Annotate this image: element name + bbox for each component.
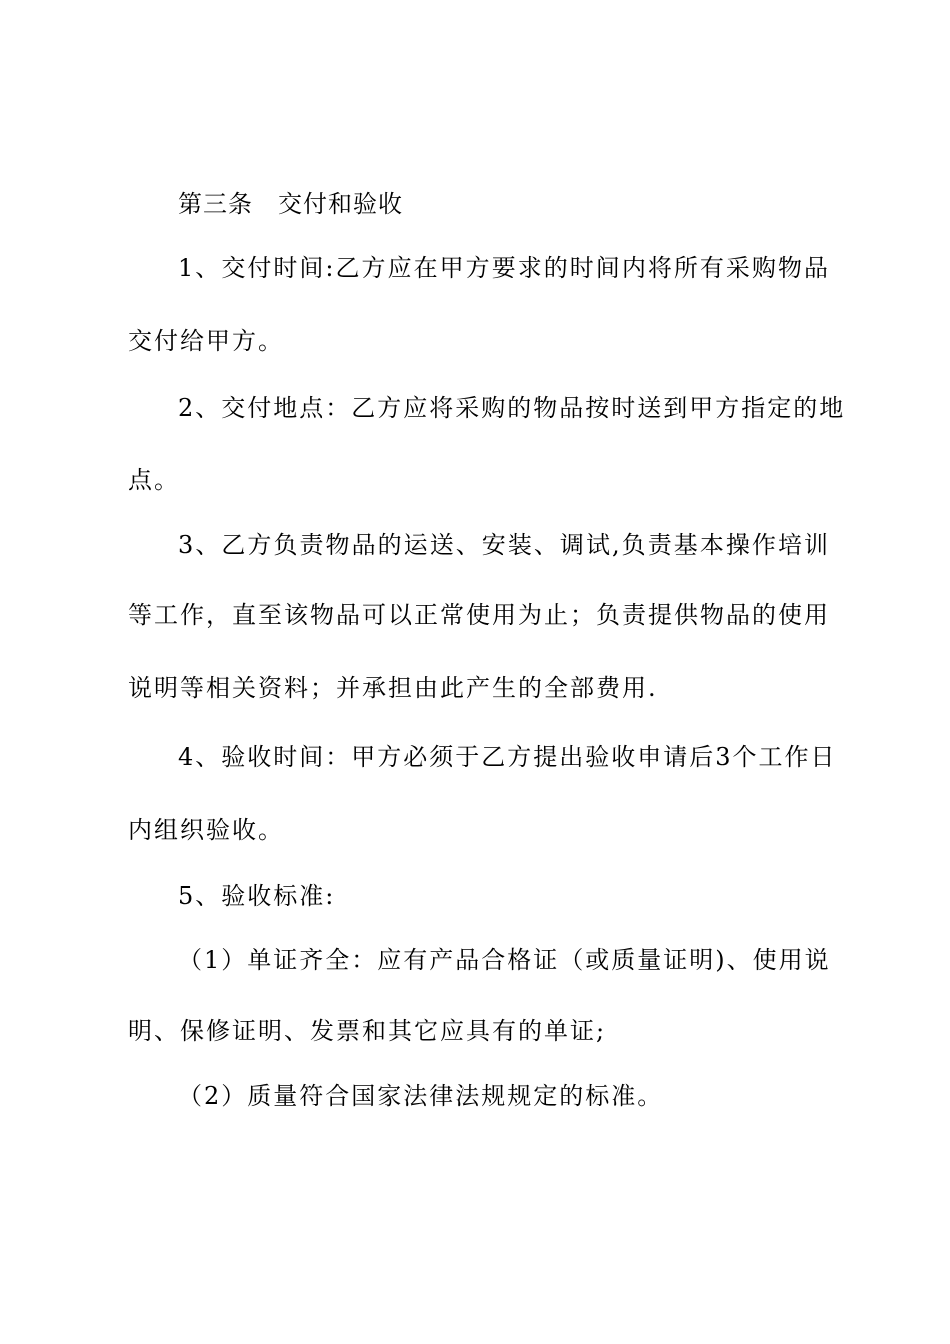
paragraph-line: 交付给甲方。 xyxy=(128,327,284,355)
paragraph-line: 内组织验收。 xyxy=(128,816,284,844)
paragraph-line: 点。 xyxy=(128,466,180,494)
paragraph-line: 4、验收时间：甲方必须于乙方提出验收申请后3个工作日 xyxy=(178,743,837,771)
paragraph-line: （1）单证齐全：应有产品合格证（或质量证明)、使用说 xyxy=(178,946,831,974)
paragraph-line: 1、交付时间:乙方应在甲方要求的时间内将所有采购物品 xyxy=(178,254,830,282)
paragraph-line: 明、保修证明、发票和其它应具有的单证; xyxy=(128,1017,607,1045)
paragraph-line: 3、乙方负责物品的运送、安装、调试,负责基本操作培训 xyxy=(178,531,830,559)
paragraph-line: 等工作，直至该物品可以正常使用为止；负责提供物品的使用 xyxy=(128,601,830,629)
paragraph-line: 5、验收标准: xyxy=(178,882,336,910)
paragraph-line: （2）质量符合国家法律法规规定的标准。 xyxy=(178,1082,664,1110)
paragraph-line: 2、交付地点：乙方应将采购的物品按时送到甲方指定的地 xyxy=(178,394,846,422)
paragraph-line: 说明等相关资料；并承担由此产生的全部费用. xyxy=(128,674,658,702)
article-heading: 第三条 交付和验收 xyxy=(178,190,403,218)
